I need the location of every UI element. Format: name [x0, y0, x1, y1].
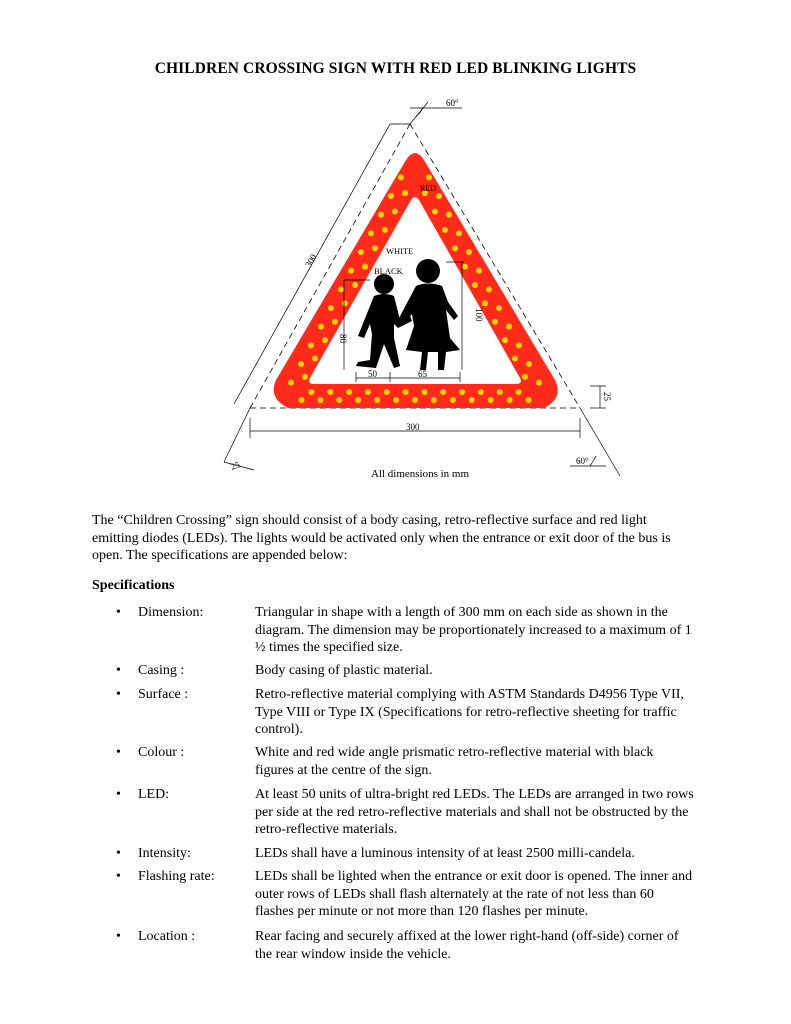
led-dot [469, 397, 475, 403]
led-dot [482, 300, 488, 306]
led-dot [452, 245, 458, 251]
spec-name: Flashing rate: [138, 869, 215, 884]
led-dot [348, 268, 354, 274]
led-dot [398, 174, 404, 180]
spec-desc: At least 50 units of ultra-bright red LEDs. The LEDs are arranged in two rows per side at the red retro-reflective materials and shall not be obstructed by the retro-reflective materials. [255, 787, 694, 837]
led-dot [388, 193, 394, 199]
led-dot [486, 286, 492, 292]
dim-100-label: 100 [474, 308, 484, 322]
led-dot [522, 374, 528, 380]
black-label: BLACK [374, 266, 403, 276]
led-dot [298, 397, 304, 403]
angle-bottom-label: 60° [576, 456, 589, 466]
led-dot [338, 286, 344, 292]
led-dot [332, 319, 338, 325]
led-dot [497, 389, 503, 395]
bullet: • [116, 846, 121, 861]
led-dot [492, 319, 498, 325]
led-dot [426, 174, 432, 180]
spec-desc: Retro-reflective material complying with ASTM Standards D4956 Type VII, Type VIII or Type IX (Specifications for retro-reflective sheeting for traffic control). [255, 687, 684, 737]
led-dot [502, 337, 508, 343]
specifications-heading: Specifications [92, 578, 175, 593]
led-dot [378, 212, 384, 218]
led-dot [327, 389, 333, 395]
spec-name: Intensity: [138, 846, 191, 861]
spec-desc: Triangular in shape with a length of 300 mm on each side as shown in the diagram. The dimension may be proportionately increased to a maximum of 1 ½ times the specified size. [255, 605, 692, 655]
led-dot [355, 397, 361, 403]
spec-name: Casing : [138, 663, 185, 678]
led-dot [507, 397, 513, 403]
spec-name: Location : [138, 929, 196, 944]
led-dot [336, 397, 342, 403]
dim-25-right-label: 25 [602, 392, 612, 401]
bullet: • [116, 787, 121, 802]
bullet: • [116, 745, 121, 760]
page-title: CHILDREN CROSSING SIGN WITH RED LED BLINKING LIGHTS [154, 60, 637, 77]
sign-diagram [210, 88, 630, 488]
angle-top-label: 60° [446, 98, 459, 108]
dim-25-bottom-label: 25 [229, 459, 242, 472]
led-dot [402, 190, 408, 196]
side-300-label: 300 [303, 252, 319, 269]
led-dot [436, 193, 442, 199]
spec-name: LED: [138, 787, 170, 802]
led-dot [476, 268, 482, 274]
led-dot [431, 397, 437, 403]
led-dot [536, 380, 542, 386]
led-dot [440, 389, 446, 395]
dim-50-label: 50 [368, 369, 377, 379]
led-dot [421, 389, 427, 395]
bullet: • [116, 605, 121, 620]
spec-name: Dimension: [138, 605, 204, 620]
led-dot [312, 355, 318, 361]
base-300-label: 300 [406, 422, 420, 432]
led-dot [496, 305, 502, 311]
led-dot [456, 230, 462, 236]
led-dot [317, 397, 323, 403]
led-dot [446, 212, 452, 218]
led-dot [488, 397, 494, 403]
led-dot [302, 374, 308, 380]
spec-name: Colour : [138, 745, 185, 760]
led-dot [472, 282, 478, 288]
led-dot [466, 249, 472, 255]
red-label: RED [420, 184, 436, 193]
spec-desc: LEDs shall be lighted when the entrance or exit door is opened. The inner and outer rows of LEDs shall flash alternately at the rate of not less than 60 flashes per minute or not more than 120 flashes per minute. [255, 869, 693, 919]
led-dot [526, 361, 532, 367]
led-dot [298, 361, 304, 367]
diagram-caption: All dimensions in mm [370, 468, 470, 480]
led-dot [459, 389, 465, 395]
bullet: • [116, 687, 121, 702]
intro-paragraph: The “Children Crossing” sign should consist of a body casing, retro-reflective surface and red light emitting diodes (LEDs). The lights would be activated only when the entrance or exit door of the bus is open. The specifications are appended below: [92, 513, 671, 563]
spec-name: Surface : [138, 687, 189, 702]
bullet: • [116, 929, 121, 944]
led-dot [368, 230, 374, 236]
led-dot [462, 264, 468, 270]
led-dot [392, 209, 398, 215]
led-dot [372, 245, 378, 251]
led-dot [288, 380, 294, 386]
led-dot [478, 389, 484, 395]
led-dot [432, 209, 438, 215]
led-dot [328, 305, 334, 311]
dim-80-label: 80 [338, 334, 348, 343]
led-dot [358, 249, 364, 255]
led-dot [362, 264, 368, 270]
led-dot [512, 355, 518, 361]
led-dot [450, 397, 456, 403]
led-dot [412, 397, 418, 403]
spec-desc: LEDs shall have a luminous intensity of at least 2500 milli-candela. [255, 846, 635, 861]
led-dot [442, 227, 448, 233]
led-dot [346, 389, 352, 395]
bullet: • [116, 869, 121, 884]
led-dot [374, 397, 380, 403]
led-dot [318, 324, 324, 330]
bullet: • [116, 663, 121, 678]
white-label: WHITE [386, 246, 414, 256]
dim-65-label: 65 [418, 369, 427, 379]
led-dot [506, 324, 512, 330]
spec-desc: Body casing of plastic material. [255, 663, 433, 678]
led-dot [365, 389, 371, 395]
led-dot [516, 342, 522, 348]
led-dot [393, 397, 399, 403]
led-dot [352, 282, 358, 288]
led-dot [308, 342, 314, 348]
led-dot [382, 227, 388, 233]
led-dot [403, 389, 409, 395]
spec-desc: White and red wide angle prismatic retro-reflective material with black figures at the centre of the sign. [255, 745, 654, 778]
spec-desc: Rear facing and securely affixed at the lower right-hand (off-side) corner of the rear window inside the vehicle. [255, 929, 679, 962]
led-dot [342, 300, 348, 306]
led-dot [384, 389, 390, 395]
led-dot [516, 389, 522, 395]
led-dot [308, 389, 314, 395]
led-dot [322, 337, 328, 343]
led-dot [526, 397, 532, 403]
